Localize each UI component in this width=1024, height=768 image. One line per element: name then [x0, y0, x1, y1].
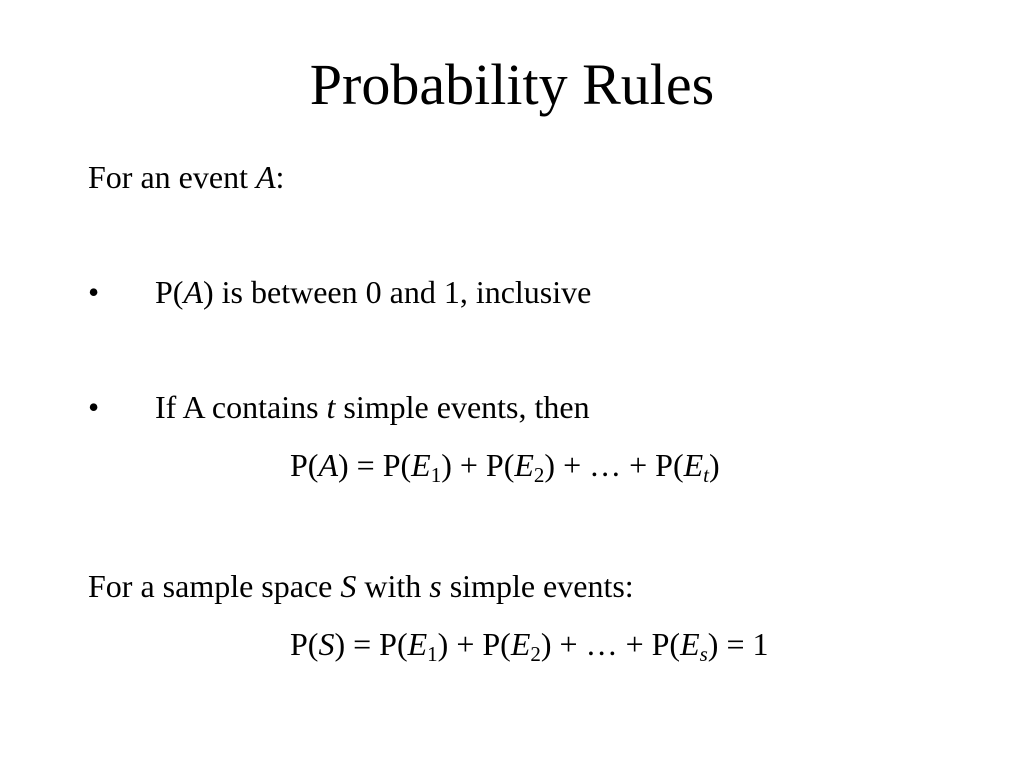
eq2-e1: E — [407, 626, 428, 662]
intro-event-var: A — [255, 159, 276, 195]
bullet-2-text — [155, 387, 590, 427]
eq1-end: ) — [709, 447, 720, 483]
eq1-sub-t-var: t — [703, 463, 709, 487]
eq2-es: E — [680, 626, 700, 662]
eq1-e2: E — [514, 447, 534, 483]
bullet-2-prefix: If A contains — [155, 389, 327, 425]
intro-space-prefix: For a sample space — [88, 568, 341, 604]
eq1-mid1: ) = P( — [338, 447, 412, 483]
eq1-p-open: P( — [290, 447, 319, 483]
eq1-mid3: ) + … + P( — [544, 447, 684, 483]
intro-space-var-s: s — [429, 568, 442, 604]
slide-title: Probability Rules — [309, 52, 715, 117]
intro-event-line — [88, 157, 284, 197]
equation-2 — [290, 624, 769, 664]
eq1-sub2: 2 — [533, 463, 545, 487]
eq1-e1: E — [411, 447, 431, 483]
intro-event-prefix: For an event — [88, 159, 256, 195]
eq2-mid1: ) = P( — [334, 626, 408, 662]
eq2-mid2: ) + P( — [437, 626, 511, 662]
intro-space-suffix: simple events: — [441, 568, 634, 604]
eq2-sub2: 2 — [530, 642, 541, 666]
eq2-sub-s — [700, 642, 708, 666]
bullet-2-marker: • — [88, 389, 100, 425]
eq2-S: S — [318, 626, 335, 662]
eq1-a: A — [318, 447, 338, 483]
eq2-p-open: P( — [290, 626, 319, 662]
bullet-2-var: t — [326, 389, 336, 425]
eq2-mid3: ) + … + P( — [540, 626, 681, 662]
eq1-sub1: 1 — [430, 463, 442, 487]
eq2-end: ) = 1 — [707, 626, 769, 662]
intro-space-line — [88, 566, 634, 606]
eq1-et: E — [683, 447, 704, 483]
intro-event-suffix: : — [275, 159, 285, 195]
equation-1 — [290, 445, 720, 485]
eq1-mid2: ) + P( — [441, 447, 515, 483]
bullet-1-rest: ) is between 0 and 1, inclusive — [203, 274, 592, 310]
eq2-sub-s-var: s — [699, 642, 708, 666]
bullet-1-text — [155, 272, 591, 312]
eq2-e2: E — [510, 626, 531, 662]
bullet-1-var: A — [183, 274, 203, 310]
bullet-1-marker: • — [88, 274, 100, 310]
eq2-sub1: 1 — [427, 642, 438, 666]
bullet-1-p-open: P( — [155, 274, 184, 310]
intro-space-mid: with — [356, 568, 430, 604]
bullet-2-suffix: simple events, then — [335, 389, 590, 425]
intro-space-var-S: S — [340, 568, 357, 604]
